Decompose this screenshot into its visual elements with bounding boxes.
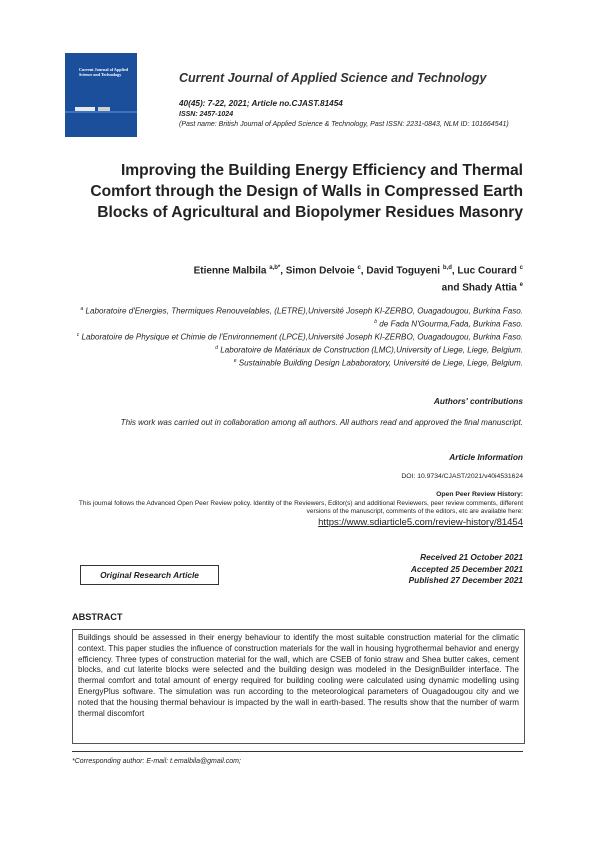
journal-cover-image: [65, 53, 137, 137]
cover-stripe: [65, 111, 137, 113]
corresponding-author: *Corresponding author: E-mail: t.emalbila@gmail.com;: [72, 758, 241, 765]
author-sup: c: [357, 265, 361, 271]
author-sup: b,d: [442, 265, 452, 271]
abstract-heading: ABSTRACT: [72, 612, 123, 622]
issn: ISSN: 2457-1024: [179, 111, 234, 118]
abstract-box: [72, 629, 525, 744]
affiliation: $^d$ Laboratoire de Matériaux de Construction (LMC),University of Liege, Liege, Belgium.: [215, 345, 523, 355]
affiliation: $^b$ de Fada N'Gourma,Fada, Burkina Faso.: [374, 319, 523, 329]
author-sup: a,b*: [269, 265, 281, 271]
author-name: Shady Attia: [462, 282, 517, 294]
author-name: Luc Courard: [457, 265, 517, 277]
affiliation: $^e$ Sustainable Building Design Lababoratory, Université de Liege, Liege, Belgium.: [233, 358, 523, 369]
author-list: Etienne Malbila $^{a,b*}$, Simon Delvoie $^c$, David Toguyeni $^{b,d}$, Luc Courard $^c$ and Shady Attia $^e$: [193, 265, 523, 294]
affiliation: $^a$ Laboratoire d'Energies, Thermiques Renouvelables, (LETRE),Université Joseph KI-ZERBO, Ouagadougou, Burkina Faso.: [80, 306, 523, 316]
published-date: Published 27 December 2021: [408, 575, 523, 585]
doi: DOI: 10.9734/CJAST/2021/v40i4531624: [401, 473, 523, 480]
affiliation: $^c$ Laboratoire de Physique et Chimie de l'Environnement (LPCE),Université Joseph KI-ZERBO, Ouagadougou, Burkina Faso.: [76, 332, 523, 342]
review-history-heading: Open Peer Review History:: [436, 491, 523, 498]
cover-logo-bar: [98, 107, 110, 111]
contributions-text: This work was carried out in collaboration among all authors. All authors read and approved the final manuscript.: [120, 418, 523, 427]
citation: 40(45): 7-22, 2021; Article no.CJAST.81454: [179, 99, 343, 108]
past-name: (Past name: British Journal of Applied Science & Technology, Past ISSN: 2231-0843, NLM ID: 101664541): [179, 121, 509, 128]
author-name: Simon Delvoie: [285, 265, 355, 277]
author-name: Etienne Malbila: [193, 265, 267, 277]
review-policy: This journal follows the Advanced Open Peer Review policy. Identity of the Reviewers, Editor(s) and additional Reviewers, peer review comments, different versions of the manuscript, comments of the editors, etc are available here:: [78, 500, 523, 516]
dates: [323, 552, 523, 587]
article-info-heading: Article Information: [449, 452, 523, 462]
received-date: Received 21 October 2021: [420, 552, 523, 562]
affiliations: [53, 304, 523, 369]
author-name: David Toguyeni: [366, 265, 441, 277]
paper-title: Improving the Building Energy Efficiency and Thermal Comfort through the Design of Walls in Compressed Earth Blocks of Agricultural and Biopolymer Residues Masonry: [90, 162, 523, 221]
abstract-text: Buildings should be assessed in their energy behaviour to identify the most suitable construction material for the climatic context. This paper studies the influence of construction materials for the wall in housing hygrothermal behavior and energy efficiency. Three types of construction material for the wall, which are CSEB of fonio straw and Shea butter cakes, cement blocks, and cut laterite blocks were selected and the building design was modeled in the DesignBuilder interface. The thermal comfort and total amount of energy required for building cooling were calculated using dynamic modelling using EnergyPlus software. The simulation was run according to the meteorological parameters of Ouagadougou city and we noted that the housing thermal behaviour is impacted by the wall in earth-based. The results show that the number of warm thermal discomfort: [78, 633, 519, 718]
cover-logo-bar: [75, 107, 95, 111]
contributions-heading: Authors' contributions: [433, 396, 523, 406]
accepted-date: Accepted 25 December 2021: [410, 563, 523, 574]
author-sup: e: [519, 282, 523, 289]
author-sup: c: [519, 265, 523, 271]
journal-name: Current Journal of Applied Science and Technology: [179, 71, 487, 85]
review-history-link[interactable]: https://www.sdiarticle5.com/review-history/81454: [318, 517, 523, 528]
cover-title: Current Journal of Applied Science and Technology: [79, 67, 129, 77]
footnote-rule: [72, 751, 523, 752]
article-type-box: Original Research Article: [80, 565, 219, 585]
